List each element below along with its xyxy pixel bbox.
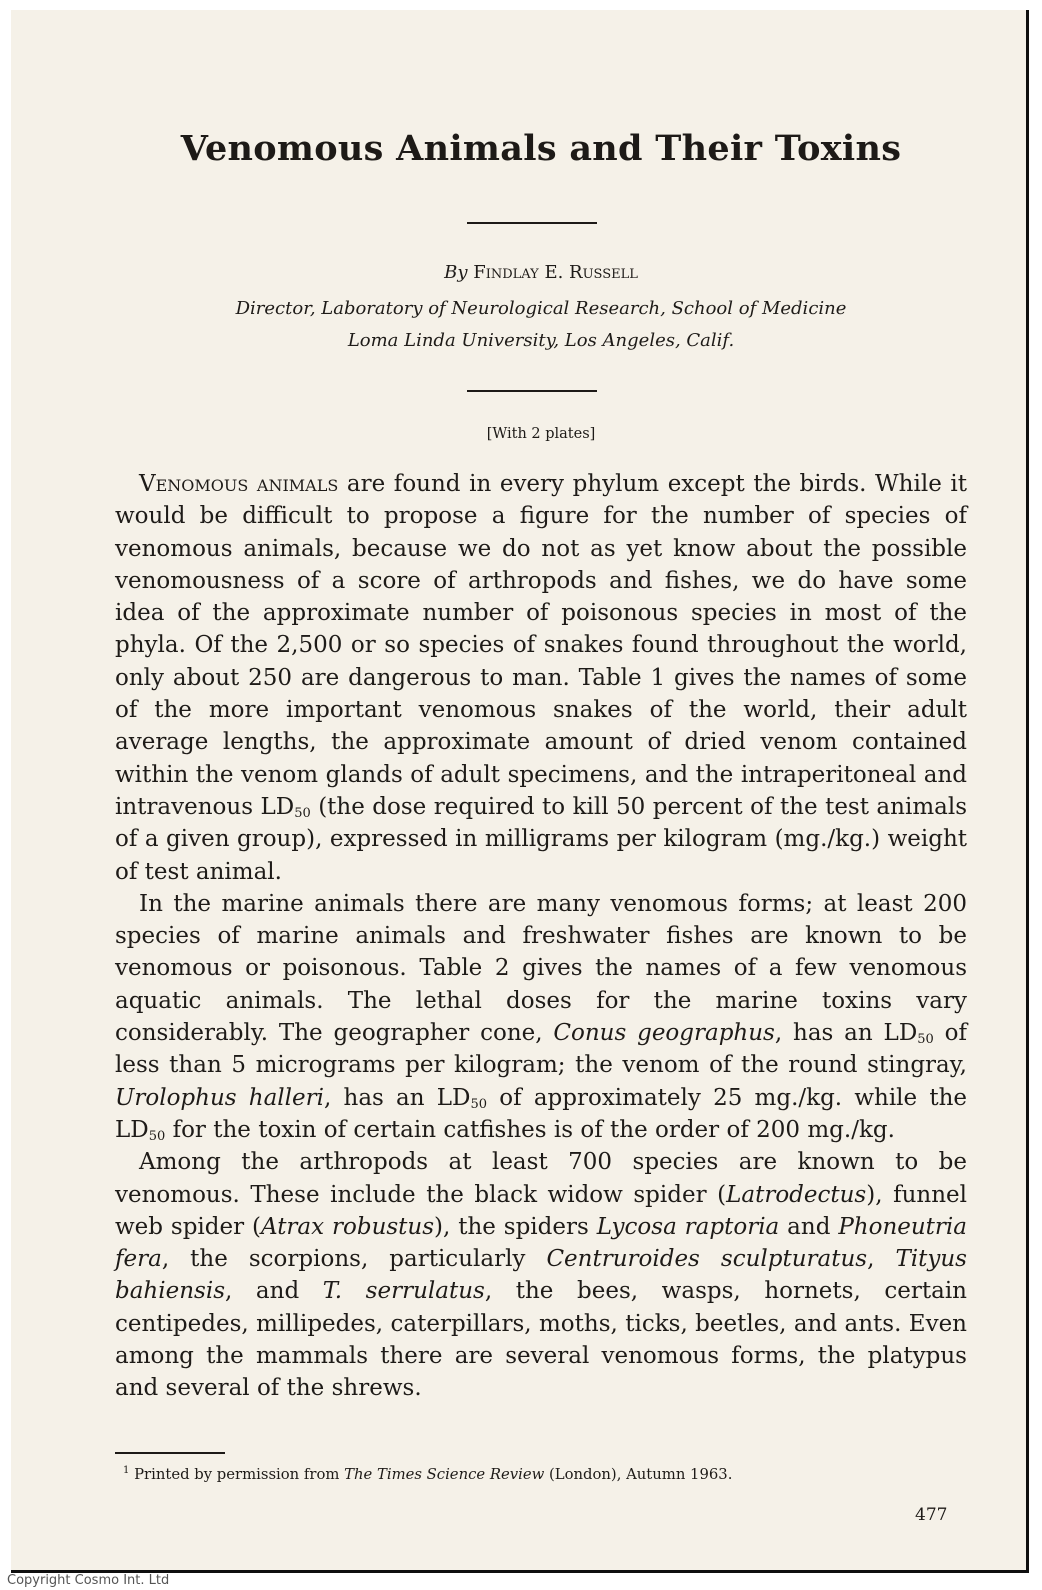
- paragraph-3-text: , the bees, wasps, hornets, certain centipedes, millipedes, caterpillars, moths, ticks, beetles, and ants. Even among the mammals there are several venomous forms, the platypus and several of the shrews.: [115, 1278, 967, 1402]
- paragraph-1-lead: Venomous animals: [139, 471, 339, 497]
- affiliation-line-2: Loma Linda University, Los Angeles, Calif.: [347, 330, 735, 351]
- paragraph-2-text: of approximately 25 mg./kg. while the LD: [115, 1084, 968, 1143]
- paragraph-3-text: , the scorpions, particularly: [161, 1246, 547, 1273]
- species-name: Latrodectus: [726, 1181, 867, 1208]
- paragraph-2-text: , has an LD: [774, 1020, 918, 1047]
- species-name: Conus geographus: [553, 1020, 775, 1047]
- species-name: Phoneutria fera: [115, 1213, 967, 1273]
- paragraph-1-text: are found in every phylum except the birds. While it would be difficult to propose a figure for the number of species of venomous animals, because we do not as yet know about the possible venomousness of a score of arthropods and fishes, we do have some idea of the approximate number of poisonous species in most of the phyla. Of the 2,500 or so species of snakes found throughout the world, only about 250 are dangerous to man. Table 1 gives the names of some of the more important venomous snakes of the world, their adult average lengths, the approximate amount of dried venom contained within the venom glands of adult specimens, and the intraperitoneal and intravenous LD: [115, 471, 967, 820]
- footnote: [115, 1465, 967, 1483]
- species-name: Centruroides sculpturatus: [546, 1246, 868, 1273]
- article-body: [115, 468, 967, 1405]
- species-name: Urolophus halleri: [115, 1084, 324, 1111]
- paragraph-2: [115, 888, 967, 1146]
- affiliation-divider: [467, 390, 597, 392]
- title-divider: [467, 222, 597, 224]
- page-number: 477: [915, 1505, 948, 1525]
- paragraph-3-text: and: [779, 1213, 839, 1240]
- article-title: Venomous Animals and Their Toxins: [180, 128, 902, 169]
- subscript: 50: [148, 1128, 166, 1144]
- paragraph-2-text: In the marine animals there are many venomous forms; at least 200 species of marine animals and freshwater fishes are known to be venomous or poisonous. Table 2 gives the names of a few venomous aquatic animals. The lethal doses for the marine toxins vary considerably. The geographer cone,: [115, 890, 967, 1047]
- subscript: 50: [917, 1032, 934, 1048]
- paragraph-3-text: ), funnel web spider (: [115, 1181, 967, 1240]
- footnote-text: Printed by permission from: [129, 1465, 345, 1483]
- paragraph-2-text: , has an LD: [324, 1084, 471, 1111]
- species-name: Tityus bahiensis: [115, 1246, 967, 1305]
- species-name: T. serrulatus: [322, 1278, 485, 1305]
- species-name: Lycosa raptoria: [596, 1213, 780, 1240]
- footnote-text: (London), Autumn 1963.: [544, 1465, 733, 1483]
- paragraph-3-text: ,: [867, 1246, 896, 1273]
- paragraph-3-text: Among the arthropods at least 700 species are known to be venomous. These include the black widow spider (: [115, 1149, 967, 1208]
- affiliation-line-1: Director, Laboratory of Neurological Research, School of Medicine: [235, 298, 847, 319]
- paragraph-2-text: of less than 5 micrograms per kilogram; the venom of the round stingray,: [115, 1020, 968, 1079]
- subscript: 50: [470, 1096, 488, 1112]
- paragraph-3-text: , and: [225, 1278, 323, 1305]
- species-name: Atrax robustus: [260, 1213, 435, 1240]
- journal-page: [11, 10, 1029, 1573]
- plates-note: [With 2 plates]: [486, 426, 596, 442]
- footnote-divider: [115, 1452, 225, 1454]
- author-name: Findlay E. Russell: [473, 262, 638, 283]
- paragraph-3-text: ), the spiders: [434, 1213, 597, 1240]
- byline-prefix: By: [444, 262, 468, 283]
- paragraph-3: [115, 1146, 967, 1404]
- footnote-source: The Times Science Review: [344, 1465, 545, 1483]
- footnote-marker: 1: [123, 1465, 130, 1476]
- paragraph-1-text: (the dose required to kill 50 percent of the test animals of a given group), expressed in milligrams per kilogram (mg./kg.) weight of test animal.: [115, 793, 967, 885]
- subscript: 50: [294, 805, 311, 821]
- paragraph-1: [115, 468, 967, 888]
- paragraph-2-text: for the toxin of certain catfishes is of the order of 200 mg./kg.: [165, 1116, 895, 1143]
- copyright-watermark: Copyright Cosmo Int. Ltd: [7, 1573, 170, 1588]
- byline: [115, 262, 967, 283]
